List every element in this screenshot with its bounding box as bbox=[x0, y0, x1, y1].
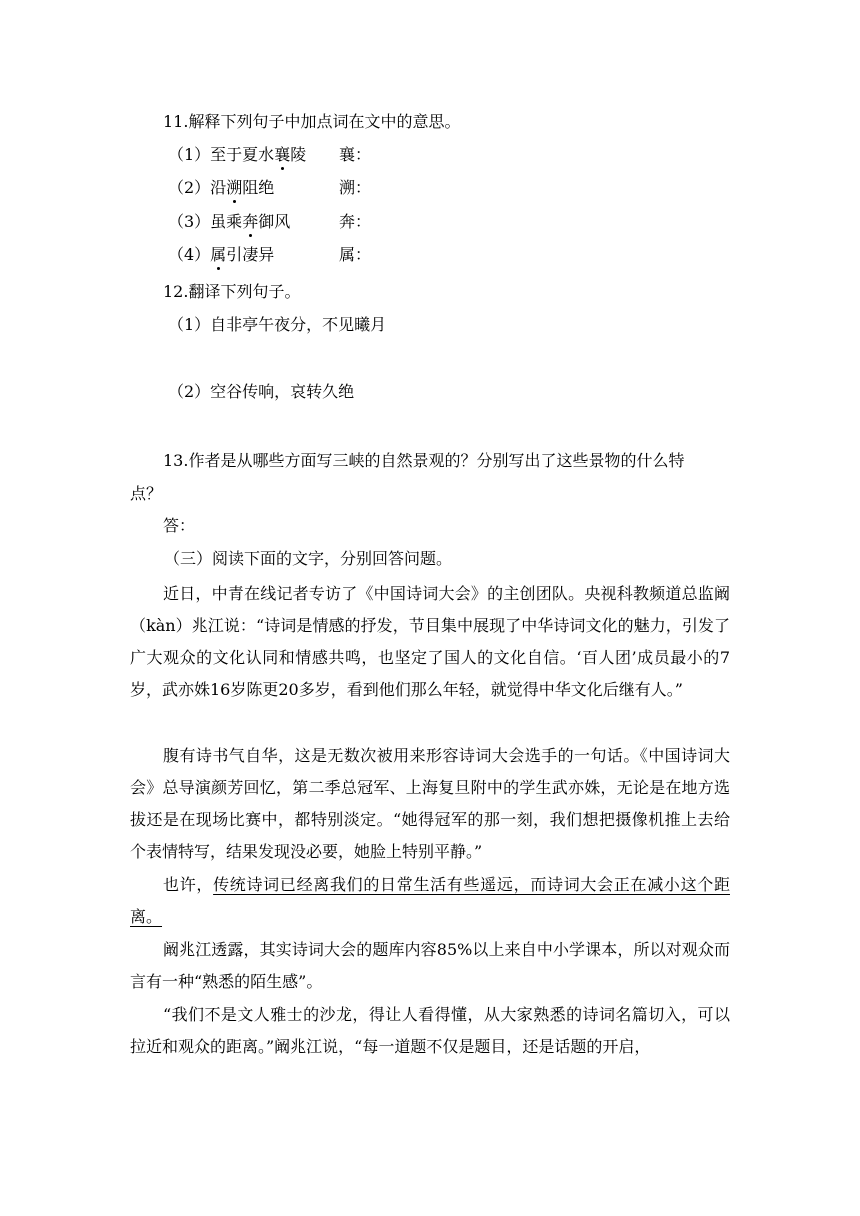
question-13-line-1: 13.作者是从哪些方面写三峡的自然景观的？分别写出了这些景物的什么特 bbox=[163, 451, 685, 470]
q11-item-1-post: 陵 bbox=[290, 145, 307, 164]
q11-item-2-dotted-word: 溯 bbox=[226, 178, 243, 197]
q11-item-2-answer-label: 溯： bbox=[339, 178, 372, 197]
q11-item-3-answer-label: 奔： bbox=[339, 212, 372, 231]
underlined-sentence: 传统诗词已经离我们的日常生活有些遥远，而诗词大会正在减小这个距离。 bbox=[130, 875, 730, 926]
q11-item-3 bbox=[168, 212, 290, 232]
q11-item-3-pre: （3）虽乘 bbox=[168, 212, 243, 231]
q12-sentence-2: （2）空谷传响，哀转久绝 bbox=[168, 382, 355, 401]
question-11-title: 11.解释下列句子中加点词在文中的意思。 bbox=[163, 112, 461, 131]
q11-item-3-dotted-word: 奔 bbox=[242, 212, 259, 231]
q11-item-1-dotted-word: 襄 bbox=[274, 145, 291, 164]
reading-paragraph-1: 近日，中青在线记者专访了《中国诗词大会》的主创团队。央视科教频道总监阚（kàn）兆江说：“诗词是情感的抒发，节目集中展现了中华诗词文化的魅力，引发了广大观众的文化认同和情感共鸣，也坚定了国人的文化自信。‘百人团’成员最小的7岁，武亦姝16岁陈更20多岁，看到他们那么年轻，就觉得中华文化后继有人。” bbox=[130, 584, 730, 699]
paragraph-3-lead: 也许， bbox=[163, 875, 214, 894]
q11-item-4-answer-label: 属： bbox=[339, 245, 372, 264]
q12-sentence-1: （1）自非亭午夜分，不见曦月 bbox=[168, 315, 387, 334]
q11-item-4-post: 引凄异 bbox=[226, 245, 275, 264]
question-13-line-2: 点？ bbox=[130, 484, 163, 503]
q11-item-2-post: 阻绝 bbox=[242, 178, 275, 197]
q11-item-1 bbox=[168, 145, 306, 165]
reading-paragraph-3 bbox=[130, 869, 730, 933]
q13-answer-label: 答： bbox=[163, 516, 196, 535]
q11-item-2-pre: （2）沿 bbox=[168, 178, 227, 197]
q11-item-1-answer-label: 襄： bbox=[339, 145, 372, 164]
reading-paragraph-4: 阚兆江透露，其实诗词大会的题库内容85%以上来自中小学课本，所以对观众而言有一种“熟悉的陌生感”。 bbox=[130, 940, 730, 991]
q11-item-4 bbox=[168, 245, 274, 265]
q11-item-4-pre: （4） bbox=[168, 245, 211, 264]
reading-paragraph-5: “我们不是文人雅士的沙龙，得让人看得懂，从大家熟悉的诗词名篇切入，可以拉近和观众的距离。”阚兆江说，“每一道题不仅是题目，还是话题的开启， bbox=[130, 1005, 730, 1056]
q11-item-3-post: 御风 bbox=[258, 212, 291, 231]
question-12-title: 12.翻译下列句子。 bbox=[163, 282, 301, 301]
q11-item-1-pre: （1）至于夏水 bbox=[168, 145, 275, 164]
q11-item-4-dotted-word: 属 bbox=[210, 245, 227, 264]
reading-paragraph-2: 腹有诗书气自华，这是无数次被用来形容诗词大会选手的一句话。《中国诗词大会》总导演颜芳回忆，第二季总冠军、上海复旦附中的学生武亦姝，无论是在地方选拔还是在现场比赛中，都特别淡定。“她得冠军的那一刻，我们想把摄像机推上去给个表情特写，结果发现没必要，她脸上特别平静。” bbox=[130, 746, 730, 861]
section-3-heading: （三）阅读下面的文字，分别回答问题。 bbox=[164, 549, 453, 568]
q11-item-2 bbox=[168, 178, 274, 198]
